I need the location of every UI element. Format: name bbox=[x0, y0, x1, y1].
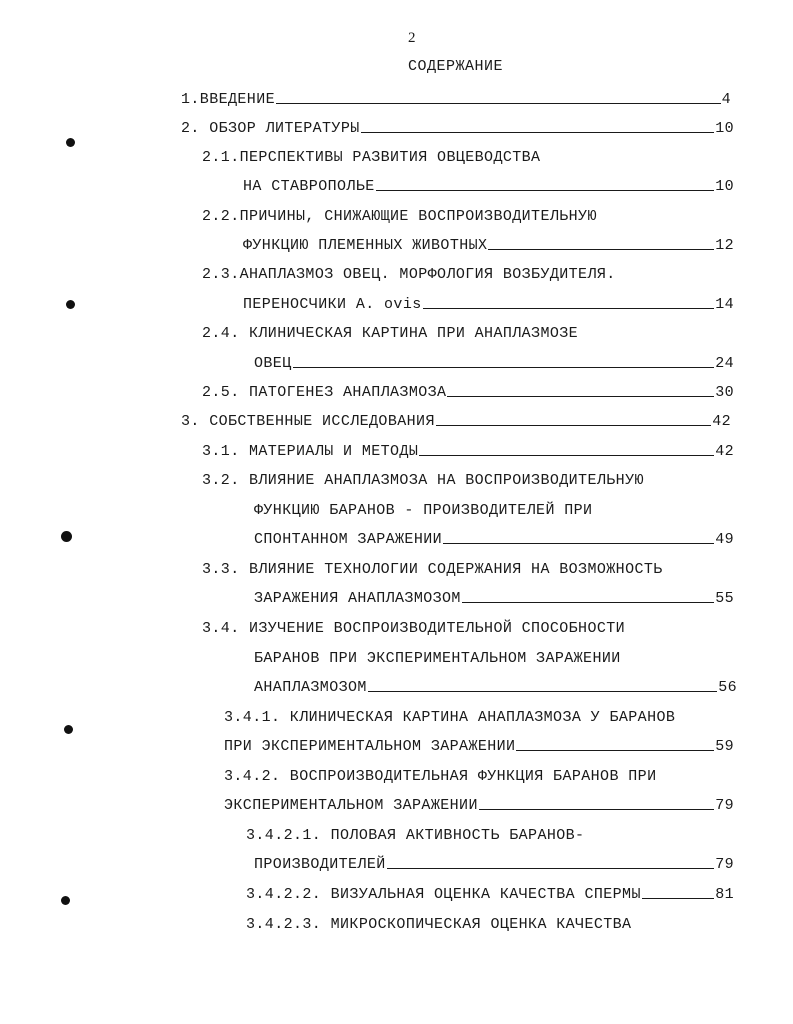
page-title: СОДЕРЖАНИЕ bbox=[408, 58, 504, 75]
toc-line-text: 3.4.1. КЛИНИЧЕСКАЯ КАРТИНА АНАПЛАЗМОЗА У БАРАНОВ bbox=[224, 709, 676, 726]
toc-line-3-4-2-3 bbox=[246, 911, 631, 933]
toc-line-text: ЗАРАЖЕНИЯ АНАПЛАЗМОЗОМ bbox=[254, 590, 461, 607]
toc-line-text: БАРАНОВ ПРИ ЭКСПЕРИМЕНТАЛЬНОМ ЗАРАЖЕНИИ bbox=[254, 650, 621, 667]
toc-line-3-3-second bbox=[254, 585, 734, 607]
scan-dot bbox=[61, 896, 70, 905]
toc-line-3-1 bbox=[202, 438, 734, 460]
toc-line-text: 3.4.2. ВОСПРОИЗВОДИТЕЛЬНАЯ ФУНКЦИЯ БАРАНОВ ПРИ bbox=[224, 768, 657, 785]
toc-line-2-3-second bbox=[243, 291, 734, 313]
toc-line-text: НА СТАВРОПОЛЬЕ bbox=[243, 178, 375, 195]
dot-leader bbox=[423, 308, 715, 309]
toc-line-3-4-2-first bbox=[224, 763, 656, 785]
dot-leader bbox=[642, 898, 714, 899]
toc-line-page: 59 bbox=[715, 738, 734, 755]
toc-line-text: 3.1. МАТЕРИАЛЫ И МЕТОДЫ bbox=[202, 443, 419, 460]
toc-line-page: 42 bbox=[712, 413, 731, 430]
toc-line-page: 49 bbox=[715, 531, 734, 548]
toc-line-text: 3. СОБСТВЕННЫЕ ИССЛЕДОВАНИЯ bbox=[181, 413, 435, 430]
toc-line-text: 1.ВВЕДЕНИЕ bbox=[181, 91, 276, 108]
scan-dot bbox=[66, 300, 75, 309]
toc-line-2-1-second bbox=[243, 173, 734, 195]
toc-line-text: 2.5. ПАТОГЕНЕЗ АНАПЛАЗМОЗА bbox=[202, 384, 447, 401]
dot-leader bbox=[479, 809, 714, 810]
toc-line-page: 55 bbox=[715, 590, 734, 607]
toc-line-3-4-third bbox=[254, 674, 737, 696]
toc-line-page: 4 bbox=[721, 91, 731, 108]
toc-line-text: 3.2. ВЛИЯНИЕ АНАПЛАЗМОЗА НА ВОСПРОИЗВОДИТЕЛЬНУЮ bbox=[202, 472, 644, 489]
toc-line-page: 56 bbox=[718, 679, 737, 696]
toc-line-text: 3.4.2.2. ВИЗУАЛЬНАЯ ОЦЕНКА КАЧЕСТВА СПЕРМЫ bbox=[246, 886, 641, 903]
toc-line-3-4-1-first bbox=[224, 704, 675, 726]
toc-line-2-3-first bbox=[202, 261, 616, 283]
toc-line-text: 3.4.2.3. МИКРОСКОПИЧЕСКАЯ ОЦЕНКА КАЧЕСТВА bbox=[246, 916, 632, 933]
dot-leader bbox=[488, 249, 714, 250]
toc-line-text: 2.4. КЛИНИЧЕСКАЯ КАРТИНА ПРИ АНАПЛАЗМОЗЕ bbox=[202, 325, 579, 342]
dot-leader bbox=[376, 190, 715, 191]
toc-line-page: 30 bbox=[715, 384, 734, 401]
dot-leader bbox=[462, 602, 714, 603]
dot-leader bbox=[276, 103, 721, 104]
toc-line-3-4-second bbox=[254, 645, 621, 667]
toc-line-text: 3.4.2.1. ПОЛОВАЯ АКТИВНОСТЬ БАРАНОВ- bbox=[246, 827, 585, 844]
toc-line-text: ПЕРЕНОСЧИКИ A. ovis bbox=[243, 296, 422, 313]
toc-line-3-2-third bbox=[254, 526, 734, 548]
dot-leader bbox=[387, 868, 715, 869]
toc-line-text: ПРИ ЭКСПЕРИМЕНТАЛЬНОМ ЗАРАЖЕНИИ bbox=[224, 738, 516, 755]
dot-leader bbox=[368, 691, 717, 692]
toc-line-2-4-second bbox=[254, 350, 734, 372]
toc-line-3-4-first bbox=[202, 615, 625, 637]
toc-line-3-2-first bbox=[202, 467, 644, 489]
toc-line-introduction bbox=[181, 86, 731, 108]
toc-line-page: 12 bbox=[715, 237, 734, 254]
toc-line-page: 79 bbox=[715, 856, 734, 873]
dot-leader bbox=[447, 396, 714, 397]
toc-line-literature-review bbox=[181, 115, 734, 137]
toc-line-3-4-2-2 bbox=[246, 881, 734, 903]
toc-line-page: 10 bbox=[715, 178, 734, 195]
toc-line-text: 2.3.АНАПЛАЗМОЗ ОВЕЦ. МОРФОЛОГИЯ ВОЗБУДИТЕЛЯ. bbox=[202, 266, 616, 283]
toc-line-page: 24 bbox=[715, 355, 734, 372]
toc-line-page: 42 bbox=[715, 443, 734, 460]
toc-line-page: 10 bbox=[715, 120, 734, 137]
toc-line-3-4-2-1-second bbox=[254, 851, 734, 873]
dot-leader bbox=[516, 750, 714, 751]
toc-line-text: ПРОИЗВОДИТЕЛЕЙ bbox=[254, 856, 386, 873]
dot-leader bbox=[361, 132, 715, 133]
toc-line-2-1-first bbox=[202, 144, 540, 166]
toc-line-3-3-first bbox=[202, 556, 663, 578]
toc-line-3-4-2-1-first bbox=[246, 822, 584, 844]
toc-line-text: ФУНКЦИЮ БАРАНОВ - ПРОИЗВОДИТЕЛЕЙ ПРИ bbox=[254, 502, 593, 519]
toc-line-3-2-second bbox=[254, 497, 592, 519]
toc-line-own-research bbox=[181, 408, 731, 430]
toc-line-text: СПОНТАННОМ ЗАРАЖЕНИИ bbox=[254, 531, 443, 548]
toc-line-text: ФУНКЦИЮ ПЛЕМЕННЫХ ЖИВОТНЫХ bbox=[243, 237, 488, 254]
toc-line-3-4-1-second bbox=[224, 733, 734, 755]
toc-line-page: 14 bbox=[715, 296, 734, 313]
toc-line-text: АНАПЛАЗМОЗОМ bbox=[254, 679, 367, 696]
toc-line-text: 2. ОБЗОР ЛИТЕРАТУРЫ bbox=[181, 120, 360, 137]
dot-leader bbox=[419, 455, 714, 456]
scan-dot bbox=[64, 725, 73, 734]
toc-line-2-5 bbox=[202, 379, 734, 401]
toc-line-2-2-second bbox=[243, 232, 734, 254]
scan-dot bbox=[66, 138, 75, 147]
toc-line-3-4-2-second bbox=[224, 792, 734, 814]
dot-leader bbox=[293, 367, 715, 368]
toc-line-text: 2.1.ПЕРСПЕКТИВЫ РАЗВИТИЯ ОВЦЕВОДСТВА bbox=[202, 149, 541, 166]
toc-line-text: 2.2.ПРИЧИНЫ, СНИЖАЮЩИЕ ВОСПРОИЗВОДИТЕЛЬНУЮ bbox=[202, 208, 597, 225]
toc-line-text: ЭКСПЕРИМЕНТАЛЬНОМ ЗАРАЖЕНИИ bbox=[224, 797, 478, 814]
page-number: 2 bbox=[408, 30, 416, 46]
toc-line-2-2-first bbox=[202, 203, 597, 225]
toc-line-page: 81 bbox=[715, 886, 734, 903]
dot-leader bbox=[443, 543, 714, 544]
toc-line-2-4-first bbox=[202, 320, 578, 342]
toc-line-text: 3.3. ВЛИЯНИЕ ТЕХНОЛОГИИ СОДЕРЖАНИЯ НА ВОЗМОЖНОСТЬ bbox=[202, 561, 663, 578]
scan-dot bbox=[61, 531, 72, 542]
toc-line-text: ОВЕЦ bbox=[254, 355, 292, 372]
dot-leader bbox=[436, 425, 711, 426]
toc-line-page: 79 bbox=[715, 797, 734, 814]
toc-line-text: 3.4. ИЗУЧЕНИЕ ВОСПРОИЗВОДИТЕЛЬНОЙ СПОСОБНОСТИ bbox=[202, 620, 626, 637]
